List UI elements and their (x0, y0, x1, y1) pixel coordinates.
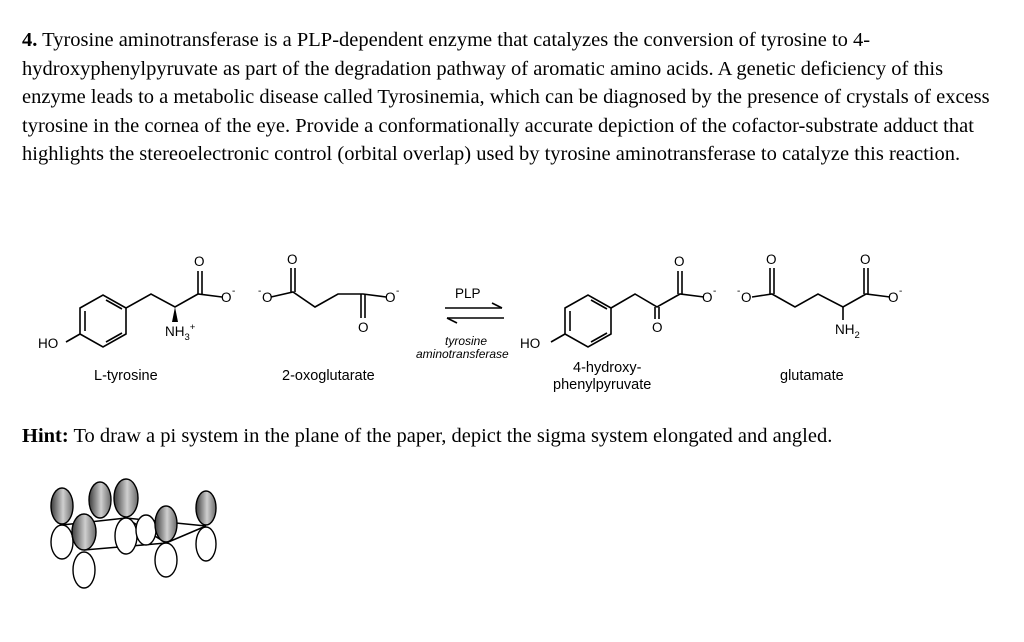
tyrosine-ho: HO (38, 336, 59, 351)
tyrosine-ammonium: $NH_3^+$ (165, 322, 196, 343)
glutamate-right-charge: - (899, 286, 903, 297)
hpp-ho: HO (520, 336, 541, 351)
pi-orbital-diagram (40, 470, 240, 610)
arrow-enzyme-label-1: tyrosine (445, 334, 488, 348)
tyrosine-carboxylate-charge: - (232, 286, 236, 297)
hint-text (22, 422, 1002, 450)
label-2-oxoglutarate: 2-oxoglutarate (282, 368, 375, 384)
reaction-scheme (0, 240, 1024, 400)
glutamate-top-o: O (766, 252, 777, 267)
question-body: Tyrosine aminotransferase is a PLP-dependent enzyme that catalyzes the conversion of tyrosine to 4-hydroxyphenylpyruvate as part of the degradation pathway of aromatic amino acids. A genetic deficiency of this enzyme leads to a metabolic disease called Tyrosinemia, which can be diagnosed by the presence of crystals of excess tyrosine in the cornea of the eye. Provide a conformationally accurate depiction of the cofactor-substrate adduct that highlights the stereoelectronic control (orbital overlap) used by tyrosine aminotransferase to catalyze this reaction. (22, 29, 990, 166)
tyrosine-carbonyl-o: O (194, 254, 205, 269)
hpp-carboxylate-charge: - (713, 286, 717, 297)
oxoglutarate-right-o: O (385, 290, 396, 305)
glutamate-left-o: O (741, 290, 752, 305)
oxoglutarate-keto-o: O (358, 320, 369, 335)
oxoglutarate-left-o: O (262, 290, 273, 305)
oxoglutarate-right-charge: - (396, 286, 400, 297)
hint-label: Hint: (22, 425, 69, 447)
glutamate-right-o: O (888, 290, 899, 305)
hpp-carbonyl-o: O (674, 254, 685, 269)
label-l-tyrosine: L-tyrosine (94, 368, 158, 384)
question-text (22, 26, 1002, 169)
hpp-carboxylate-o: O (702, 290, 713, 305)
arrow-plp-label: PLP (455, 286, 481, 301)
glutamate-amine: $NH_2$ (835, 322, 860, 341)
glutamate-carbonyl-o: O (860, 252, 871, 267)
oxoglutarate-left-charge: - (258, 286, 262, 297)
label-glutamate: glutamate (780, 368, 844, 384)
tyrosine-carboxylate-o: O (221, 290, 232, 305)
label-hpp-line2: phenylpyruvate (553, 377, 652, 393)
label-hpp-line1: 4-hydroxy- (573, 360, 642, 376)
oxoglutarate-top-o: O (287, 252, 298, 267)
hint-body: To draw a pi system in the plane of the paper, depict the sigma system elongated and angled. (73, 425, 833, 447)
question-number: 4. (22, 29, 38, 51)
glutamate-left-charge: - (737, 286, 741, 297)
arrow-enzyme-label-2: aminotransferase (416, 347, 509, 361)
hpp-keto-o: O (652, 320, 663, 335)
